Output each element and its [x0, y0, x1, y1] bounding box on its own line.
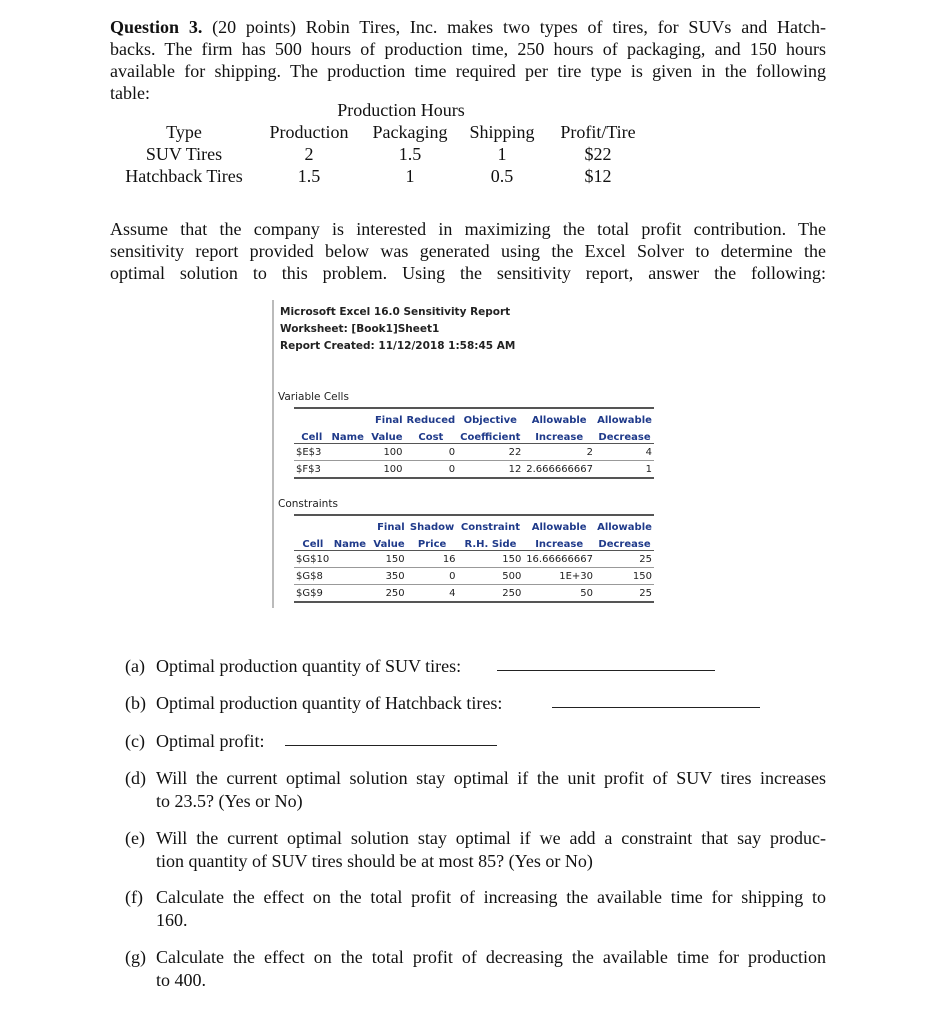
- table-row: [294, 568, 654, 585]
- cell: [332, 585, 368, 603]
- hours-header-type: Type: [166, 122, 202, 142]
- column-header: Increase: [523, 533, 595, 551]
- column-header: Final: [368, 515, 407, 533]
- column-header: [330, 408, 366, 426]
- hours-header-packaging: Packaging: [372, 122, 448, 142]
- hours-header-profit: Profit/Tire: [560, 122, 636, 142]
- cell: 250: [368, 585, 407, 603]
- part-e-text: [156, 827, 826, 872]
- column-header: Coefficient: [457, 426, 523, 444]
- part-b-label: (b): [125, 693, 146, 713]
- variable-cells-table: [294, 407, 654, 479]
- cell: 150: [368, 551, 407, 568]
- column-header: Value: [366, 426, 405, 444]
- cell: $F$3: [294, 461, 330, 479]
- hours-cell: SUV Tires: [145, 144, 223, 164]
- part-f-text: [156, 886, 826, 931]
- column-header: Price: [407, 533, 458, 551]
- cell: 16.66666667: [523, 551, 595, 568]
- part-b-answer-blank[interactable]: [552, 707, 760, 708]
- hours-group-header: Production Hours: [337, 100, 465, 120]
- paragraph2-line: sensitivity report provided below was generated using the Excel Solver to determine the: [110, 241, 826, 261]
- cell: 100: [366, 444, 405, 461]
- paragraph2-line: Assume that the company is interested in maximizing the total profit contribution. The: [110, 219, 826, 239]
- cell: $G$10: [294, 551, 332, 568]
- report-created: Report Created: 11/12/2018 1:58:45 AM: [280, 340, 516, 352]
- cell: 16: [407, 551, 458, 568]
- column-header: Cell: [294, 426, 330, 444]
- column-header: Decrease: [595, 533, 654, 551]
- cell: 25: [595, 585, 654, 603]
- cell: 4: [595, 444, 654, 461]
- cell: 22: [457, 444, 523, 461]
- cell: 250: [458, 585, 524, 603]
- cell: 2: [523, 444, 595, 461]
- part-e-label: (e): [125, 828, 145, 848]
- column-header: Increase: [523, 426, 595, 444]
- part-g-line: Calculate the effect on the total profit of decreasing the available time for production: [156, 947, 826, 967]
- part-d-label: (d): [125, 768, 146, 788]
- part-g-line: to 400.: [156, 969, 207, 990]
- cell: 1E+30: [523, 568, 595, 585]
- part-g-label: (g): [125, 947, 146, 967]
- hours-cell: $22: [584, 144, 612, 164]
- hours-cell: 0.5: [490, 166, 514, 186]
- table-row: [294, 551, 654, 568]
- column-header: [294, 408, 330, 426]
- cell: 2.666666667: [523, 461, 595, 479]
- column-header: Allowable: [595, 408, 654, 426]
- column-header: Decrease: [595, 426, 654, 444]
- column-header: [294, 515, 332, 533]
- part-a-text: Optimal production quantity of SUV tires:: [156, 656, 462, 676]
- column-header: Name: [330, 426, 366, 444]
- cell: 0: [407, 568, 458, 585]
- sensitivity-report: [272, 300, 659, 608]
- question-heading: Question 3.: [110, 17, 203, 37]
- part-d-line: to 23.5? (Yes or No): [156, 790, 303, 811]
- column-header: Final: [366, 408, 405, 426]
- question-line-3: available for shipping. The production time required per tire type is given in the following: [110, 61, 826, 81]
- part-c-label: (c): [125, 731, 145, 751]
- column-header: Value: [368, 533, 407, 551]
- cell: 500: [458, 568, 524, 585]
- table-row: [294, 585, 654, 603]
- column-header: Allowable: [523, 408, 595, 426]
- cell: 150: [458, 551, 524, 568]
- report-title: Microsoft Excel 16.0 Sensitivity Report: [280, 306, 511, 318]
- part-f-label: (f): [125, 887, 143, 907]
- part-g-text: [156, 946, 826, 991]
- cell: 0: [405, 461, 458, 479]
- hours-cell: 1.5: [297, 166, 321, 186]
- part-e-line: tion quantity of SUV tires should be at most 85? (Yes or No): [156, 850, 593, 871]
- cell: [330, 461, 366, 479]
- cell: $G$8: [294, 568, 332, 585]
- cell: 1: [595, 461, 654, 479]
- table-row: [294, 461, 654, 479]
- column-header: [332, 515, 368, 533]
- cell: $G$9: [294, 585, 332, 603]
- cell: 100: [366, 461, 405, 479]
- column-header: Allowable: [523, 515, 595, 533]
- column-header: Reduced: [405, 408, 458, 426]
- cell: 0: [405, 444, 458, 461]
- cell: 4: [407, 585, 458, 603]
- table-row: [294, 444, 654, 461]
- part-c-text: Optimal profit:: [156, 731, 265, 751]
- column-header: R.H. Side: [458, 533, 524, 551]
- part-d-line: Will the current optimal solution stay optimal if the unit profit of SUV tires increases: [156, 768, 826, 788]
- variable-cells-label: Variable Cells: [278, 391, 349, 403]
- cell: 50: [523, 585, 595, 603]
- hours-header-shipping: Shipping: [469, 122, 535, 142]
- cell: 150: [595, 568, 654, 585]
- hours-cell: Hatchback Tires: [125, 166, 243, 186]
- part-f-line: 160.: [156, 909, 188, 930]
- question-line-4: table:: [110, 83, 150, 103]
- question-line-1: Question 3. (20 points) Robin Tires, Inc. makes two types of tires, for SUVs and Hatch-: [110, 17, 827, 37]
- part-e-line: Will the current optimal solution stay optimal if we add a constraint that say produc-: [156, 828, 826, 848]
- report-worksheet: Worksheet: [Book1]Sheet1: [280, 323, 440, 335]
- constraints-table: [294, 514, 654, 603]
- hours-cell: 2: [304, 144, 314, 164]
- paragraph2-line: optimal solution to this problem. Using the sensitivity report, answer the following:: [110, 263, 826, 283]
- question-line-2: backs. The firm has 500 hours of production time, 250 hours of packaging, and 150 hours: [110, 39, 826, 59]
- part-c-answer-blank[interactable]: [285, 745, 497, 746]
- cell: $E$3: [294, 444, 330, 461]
- part-a-label: (a): [125, 656, 145, 676]
- part-d-text: [156, 767, 826, 812]
- cell: [332, 568, 368, 585]
- column-header: Constraint: [458, 515, 524, 533]
- column-header: Shadow: [407, 515, 458, 533]
- hours-cell: 1: [405, 166, 415, 186]
- hours-cell: $12: [584, 166, 612, 186]
- cell: 12: [457, 461, 523, 479]
- hours-cell: 1.5: [398, 144, 422, 164]
- column-header: Objective: [457, 408, 523, 426]
- cell: 350: [368, 568, 407, 585]
- hours-header-production: Production: [269, 122, 349, 142]
- column-header: Allowable: [595, 515, 654, 533]
- cell: [332, 551, 368, 568]
- part-b-text: Optimal production quantity of Hatchback tires:: [156, 693, 503, 713]
- column-header: Cell: [294, 533, 332, 551]
- cell: [330, 444, 366, 461]
- part-f-line: Calculate the effect on the total profit of increasing the available time for shipping to: [156, 887, 826, 907]
- constraints-label: Constraints: [278, 498, 338, 510]
- part-a-answer-blank[interactable]: [497, 670, 715, 671]
- column-header: Name: [332, 533, 368, 551]
- hours-cell: 1: [497, 144, 507, 164]
- column-header: Cost: [405, 426, 458, 444]
- cell: 25: [595, 551, 654, 568]
